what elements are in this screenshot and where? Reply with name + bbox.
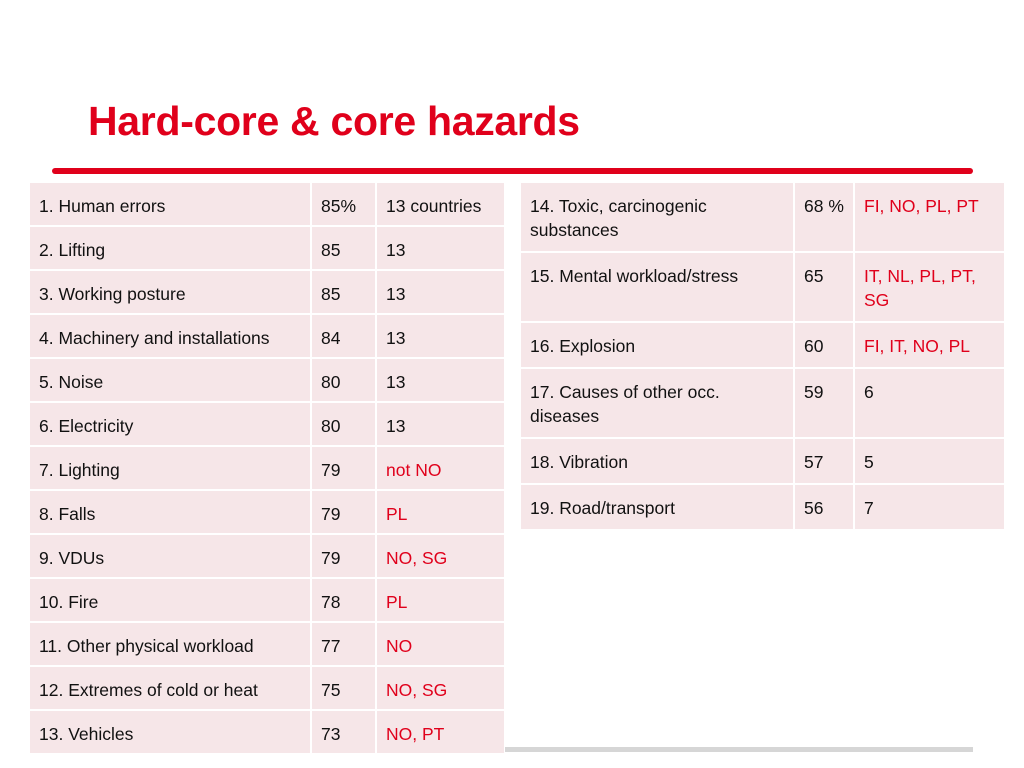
percent-cell: 85% <box>311 182 376 226</box>
percent-cell: 77 <box>311 622 376 666</box>
percent-cell: 75 <box>311 666 376 710</box>
table-row <box>29 666 505 710</box>
hazard-cell: 9. VDUs <box>29 534 311 578</box>
percent-cell: 56 <box>794 484 854 530</box>
table-row <box>29 578 505 622</box>
countries-cell: 13 <box>376 358 505 402</box>
table-row <box>29 358 505 402</box>
table-row <box>29 622 505 666</box>
hazard-cell: 4. Machinery and installations <box>29 314 311 358</box>
countries-cell: 13 <box>376 270 505 314</box>
percent-cell: 73 <box>311 710 376 754</box>
table-row <box>520 484 1005 530</box>
countries-cell: 13 <box>376 402 505 446</box>
hazard-cell: 6. Electricity <box>29 402 311 446</box>
table-row <box>29 402 505 446</box>
hazard-cell: 1. Human errors <box>29 182 311 226</box>
countries-cell: 13 <box>376 314 505 358</box>
countries-cell: PL <box>376 578 505 622</box>
hazards-table-left <box>28 181 506 755</box>
countries-cell: FI, NO, PL, PT <box>854 182 1005 252</box>
hazards-table-right <box>519 181 1006 531</box>
hazard-cell: 13. Vehicles <box>29 710 311 754</box>
hazard-cell: 14. Toxic, carcinogenic substances <box>520 182 794 252</box>
percent-cell: 57 <box>794 438 854 484</box>
table-row <box>29 490 505 534</box>
percent-cell: 65 <box>794 252 854 322</box>
countries-cell: 5 <box>854 438 1005 484</box>
hazard-cell: 17. Causes of other occ. diseases <box>520 368 794 438</box>
percent-cell: 85 <box>311 226 376 270</box>
table-row <box>29 226 505 270</box>
countries-cell: FI, IT, NO, PL <box>854 322 1005 368</box>
hazard-cell: 5. Noise <box>29 358 311 402</box>
hazard-cell: 15. Mental workload/stress <box>520 252 794 322</box>
footer-divider <box>505 747 973 752</box>
percent-cell: 68 % <box>794 182 854 252</box>
percent-cell: 85 <box>311 270 376 314</box>
table-row <box>520 182 1005 252</box>
hazards-table-right-body <box>520 182 1005 530</box>
percent-cell: 59 <box>794 368 854 438</box>
countries-cell: NO, PT <box>376 710 505 754</box>
percent-cell: 79 <box>311 534 376 578</box>
table-row <box>29 534 505 578</box>
hazard-cell: 8. Falls <box>29 490 311 534</box>
table-row <box>29 314 505 358</box>
hazard-cell: 7. Lighting <box>29 446 311 490</box>
table-row <box>29 446 505 490</box>
table-row <box>29 710 505 754</box>
percent-cell: 79 <box>311 446 376 490</box>
percent-cell: 79 <box>311 490 376 534</box>
table-row <box>29 182 505 226</box>
countries-cell: 13 <box>376 226 505 270</box>
table-row <box>520 322 1005 368</box>
table-row <box>520 368 1005 438</box>
countries-cell: PL <box>376 490 505 534</box>
hazard-cell: 10. Fire <box>29 578 311 622</box>
hazard-cell: 11. Other physical workload <box>29 622 311 666</box>
hazard-cell: 12. Extremes of cold or heat <box>29 666 311 710</box>
percent-cell: 80 <box>311 402 376 446</box>
hazard-cell: 19. Road/transport <box>520 484 794 530</box>
table-row <box>29 270 505 314</box>
countries-cell: 7 <box>854 484 1005 530</box>
countries-cell: not NO <box>376 446 505 490</box>
percent-cell: 84 <box>311 314 376 358</box>
table-row <box>520 438 1005 484</box>
percent-cell: 80 <box>311 358 376 402</box>
countries-cell: IT, NL, PL, PT, SG <box>854 252 1005 322</box>
slide-title: Hard-core & core hazards <box>88 98 580 144</box>
hazard-cell: 16. Explosion <box>520 322 794 368</box>
title-underline <box>52 168 973 174</box>
countries-cell: 6 <box>854 368 1005 438</box>
hazards-table-left-body <box>29 182 505 754</box>
countries-cell: 13 countries <box>376 182 505 226</box>
countries-cell: NO, SG <box>376 534 505 578</box>
hazard-cell: 18. Vibration <box>520 438 794 484</box>
hazard-cell: 2. Lifting <box>29 226 311 270</box>
countries-cell: NO <box>376 622 505 666</box>
percent-cell: 60 <box>794 322 854 368</box>
countries-cell: NO, SG <box>376 666 505 710</box>
table-row <box>520 252 1005 322</box>
percent-cell: 78 <box>311 578 376 622</box>
hazard-cell: 3. Working posture <box>29 270 311 314</box>
